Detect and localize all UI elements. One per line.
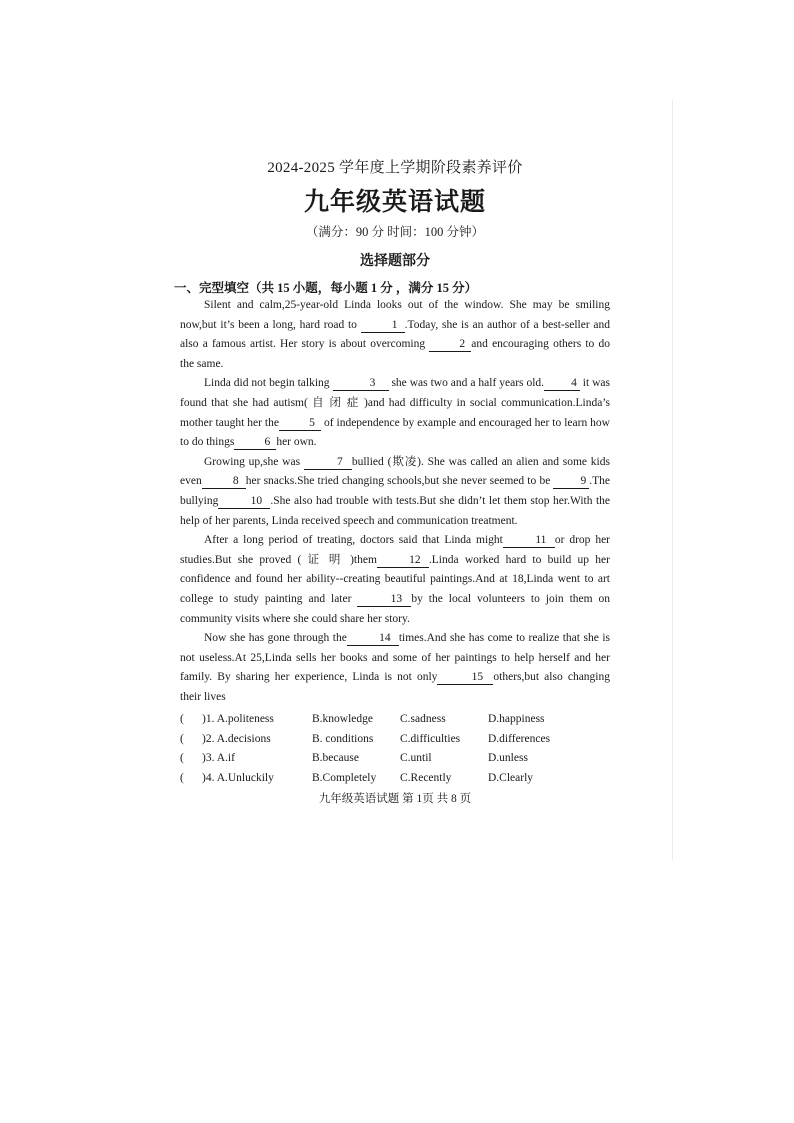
blank-15: 15	[437, 671, 493, 685]
blank-10: 10	[218, 495, 270, 509]
answer-paren[interactable]: (	[180, 732, 184, 745]
exam-page	[174, 150, 611, 806]
answer-paren[interactable]: (	[180, 772, 184, 785]
section-title: 选择题部分	[360, 254, 430, 269]
question-row	[180, 729, 610, 749]
option-c: C.sadness	[400, 713, 446, 726]
question-number-option-a: )3. A.if	[202, 752, 235, 765]
blank-11: 11	[503, 534, 555, 548]
option-d: D.unless	[488, 752, 528, 765]
page-edge-line	[672, 100, 673, 860]
blank-5: 5	[279, 417, 321, 431]
option-c: C.until	[400, 752, 432, 765]
question-row	[180, 768, 610, 788]
option-c: C.Recently	[400, 772, 452, 785]
passage-paragraph: After a long period of treating, doctors said that Linda might 11 or drop her studies.But she proved ( 证 明 )them 12 .Linda worked hard to build up her confidence and found her ability--creating beautiful paintings.And at 18,Linda went to art college to study painting and later 13 by the local volunteers to join them on community visits where she could share her story.	[180, 534, 610, 625]
blank-3: 3	[333, 377, 389, 391]
blank-14: 14	[347, 632, 399, 646]
option-c: C.difficulties	[400, 732, 461, 745]
exam-heading: 2024-2025 学年度上学期阶段素养评价	[267, 160, 523, 176]
answer-paren[interactable]: (	[180, 713, 184, 726]
page-title: 九年级英语试题	[303, 189, 486, 216]
exam-meta: （满分：90 分 时间：100 分钟）	[305, 225, 485, 239]
blank-4: 4	[544, 377, 580, 391]
blank-2: 2	[429, 338, 471, 352]
option-b: B.knowledge	[312, 713, 374, 726]
option-b: B. conditions	[312, 732, 374, 745]
question-number-option-a: )2. A.decisions	[202, 732, 271, 745]
passage-paragraph: Silent and calm,25-year-old Linda looks out of the window. She may be smiling now,but it’s been a long, hard road to 1 .Today, she is an author of a best-seller and also a famous artist. Her story is about overcoming 2 and encouraging others to do the same.	[180, 299, 610, 370]
blank-12: 12	[377, 554, 429, 568]
blank-7: 7	[304, 456, 352, 470]
question-number-option-a: )4. A.Unluckily	[202, 772, 274, 785]
question-number-option-a: )1. A.politeness	[202, 713, 274, 726]
part-heading: 一、完型填空（共 15 小题，每小题 1 分 ，满分 15 分）	[174, 281, 478, 295]
option-d: D.happiness	[488, 713, 545, 726]
blank-1: 1	[361, 319, 405, 333]
page-footer: 九年级英语试题 第 1页 共 8 页	[318, 792, 472, 805]
option-b: B.Completely	[312, 772, 377, 785]
answer-paren[interactable]: (	[180, 752, 184, 765]
passage-paragraph: Growing up,she was 7 bullied (欺凌). She was called an alien and some kids even 8 her snacks.She tried changing schools,but she never seemed to be 9 .The bullying 10 .She also had trouble with tests.But she didn’t let them stop her.With the help of her parents, Linda received speech and communication treatment.	[180, 455, 610, 527]
question-row	[180, 709, 610, 729]
option-d: D.differences	[488, 732, 551, 745]
option-d: D.Clearly	[488, 772, 534, 785]
blank-13: 13	[357, 593, 411, 607]
passage-paragraph: Linda did not begin talking 3 she was two and a half years old. 4 it was found that she had autism( 自 闭 症 )and had difficulty in social communication.Linda’s mother taught her the 5 of independence by example and encouraged her to learn how to do things 6 her own.	[180, 377, 611, 449]
option-b: B.because	[312, 752, 359, 765]
blank-8: 8	[202, 475, 246, 489]
question-row	[180, 749, 610, 769]
answer-options	[180, 709, 610, 787]
passage-paragraph: Now she has gone through the 14 times.And she has come to realize that she is not useless.At 25,Linda sells her books and some of her paintings to help herself and her family. By sharing her experience, Linda is not only 15 others,but also changing their lives	[180, 632, 611, 703]
blank-9: 9	[553, 475, 589, 489]
blank-6: 6	[234, 436, 276, 450]
